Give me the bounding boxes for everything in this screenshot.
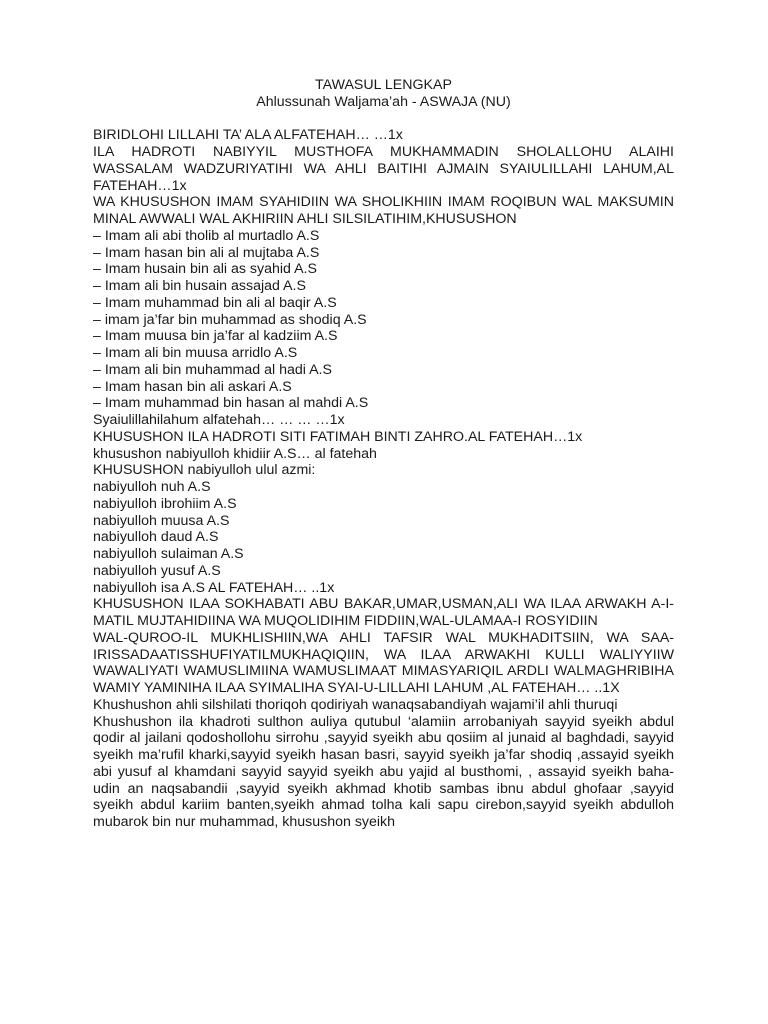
list-item: – Imam muusa bin ja’far al kadziim A.S [93, 328, 338, 345]
paragraph: KHUSUSHON ILAA SOKHABATI ABU BAKAR,UMAR,USMAN,ALI WA ILAA ARWAKH A-I-MATIL MUJTAHIDIINA WA MUQOLIDIHIM FIDDIIN,WAL-ULAMAA-I ROSYIDIIN [93, 596, 674, 629]
paragraph: BIRIDLOHI LILLAHI TA’ ALA ALFATEHAH… …1x [93, 127, 403, 144]
paragraph: WAL-QUROO-IL MUKHLISHIIN,WA AHLI TAFSIR WAL MUKHADITSIIN, WA SAA-IRISSADAATISSHUFIYATILMUKHAQIQIIN, WA ILAA ARWAKHI KULLI WALIYYIIW WAWALIYATI WAMUSLIMIINA WAMUSLIMAAT MIMASYARIQIL ARDLI WALMAGHRIBIHA WAMIY YAMINIHA ILAA SYIMALIHA SYAI-U-LILLAHI LAHUM ,AL FATEHAH… ..1X [93, 629, 674, 696]
list-item: nabiyulloh sulaiman A.S [93, 546, 244, 562]
text-line: Syaiulillahilahum alfatehah… … … …1x [93, 412, 345, 428]
list-item: – Imam ali abi tholib al murtadlo A.S [93, 227, 320, 244]
document-subtitle: Ahlussunah Waljama’ah - ASWAJA (NU) [256, 93, 511, 110]
paragraph: Khushushon ila khadroti sulthon auliya qutubul ‘alamiin arrobaniyah sayyid syeikh abdul qodir al jailani qodoshollohu sirrohu ,sayyid syeikh abu qosiim al junaid al baghdadi, sayyid syeikh ma’rufil kharki,sayyid syeikh hasan basri, sayyid syeikh ja’far shodiq ,assayid syeikh abi yusuf al khamdani sayyid sayyid syeikh abu yajid al busthomi, , assayid syeikh baha-udin an naqsabandii ,sayyid syeikh akhmad khotib sambas ibnu abdul ghofaar ,sayyid syeikh abdul kariim banten,syeikh ahmad tolha kali sapu cirebon,sayyid syeikh abdulloh mubarok bin nur muhammad, khusushon syeikh [93, 713, 674, 830]
text-line: khusushon nabiyulloh khidiir A.S… al fatehah [93, 445, 377, 462]
list-item: – Imam husain bin ali as syahid A.S [93, 261, 317, 278]
list-item: – Imam ali bin husain assajad A.S [93, 278, 306, 294]
paragraph: WA KHUSUSHON IMAM SYAHIDIIN WA SHOLIKHIIN IMAM ROQIBUN WAL MAKSUMIN MINAL AWWALI WAL AKHIRIIN AHLI SILSILATIHIM,KHUSUSHON [93, 194, 674, 227]
list-item: nabiyulloh nuh A.S [93, 479, 211, 495]
list-item: – imam ja’far bin muhammad as shodiq A.S [93, 311, 367, 328]
list-item: – Imam muhammad bin hasan al mahdi A.S [93, 395, 369, 412]
document-title: TAWASUL LENGKAP [315, 77, 452, 93]
list-item: – Imam ali bin muhammad al hadi A.S [93, 361, 332, 378]
text-line: KHUSUSHON ILA HADROTI SITI FATIMAH BINTI ZAHRO.AL FATEHAH…1x [93, 428, 583, 445]
list-item: nabiyulloh yusuf A.S [93, 562, 221, 579]
list-item: nabiyulloh ibrohiim A.S [93, 495, 237, 512]
list-item: – Imam ali bin muusa arridlo A.S [93, 345, 298, 361]
list-item: – Imam hasan bin ali al mujtaba A.S [93, 244, 320, 261]
text-line: KHUSUSHON nabiyulloh ulul azmi: [93, 462, 316, 479]
document-body [93, 77, 674, 831]
list-item: nabiyulloh isa A.S AL FATEHAH… ..1x [93, 579, 335, 596]
list-item: nabiyulloh daud A.S [93, 529, 219, 546]
list-item: – Imam muhammad bin ali al baqir A.S [93, 294, 337, 311]
list-item: nabiyulloh muusa A.S [93, 512, 230, 529]
paragraph: ILA HADROTI NABIYYIL MUSTHOFA MUKHAMMADIN SHOLALLOHU ALAIHI WASSALAM WADZURIYATIHI WA AHLI BAITIHI AJMAIN SYAIULILLAHI LAHUM,AL FATEHAH…1x [93, 144, 674, 194]
list-item: – Imam hasan bin ali askari A.S [93, 378, 292, 395]
paragraph: Khushushon ahli silshilati thoriqoh qodiriyah wanaqsabandiyah wajami’il ahli thuruqi [93, 696, 618, 713]
